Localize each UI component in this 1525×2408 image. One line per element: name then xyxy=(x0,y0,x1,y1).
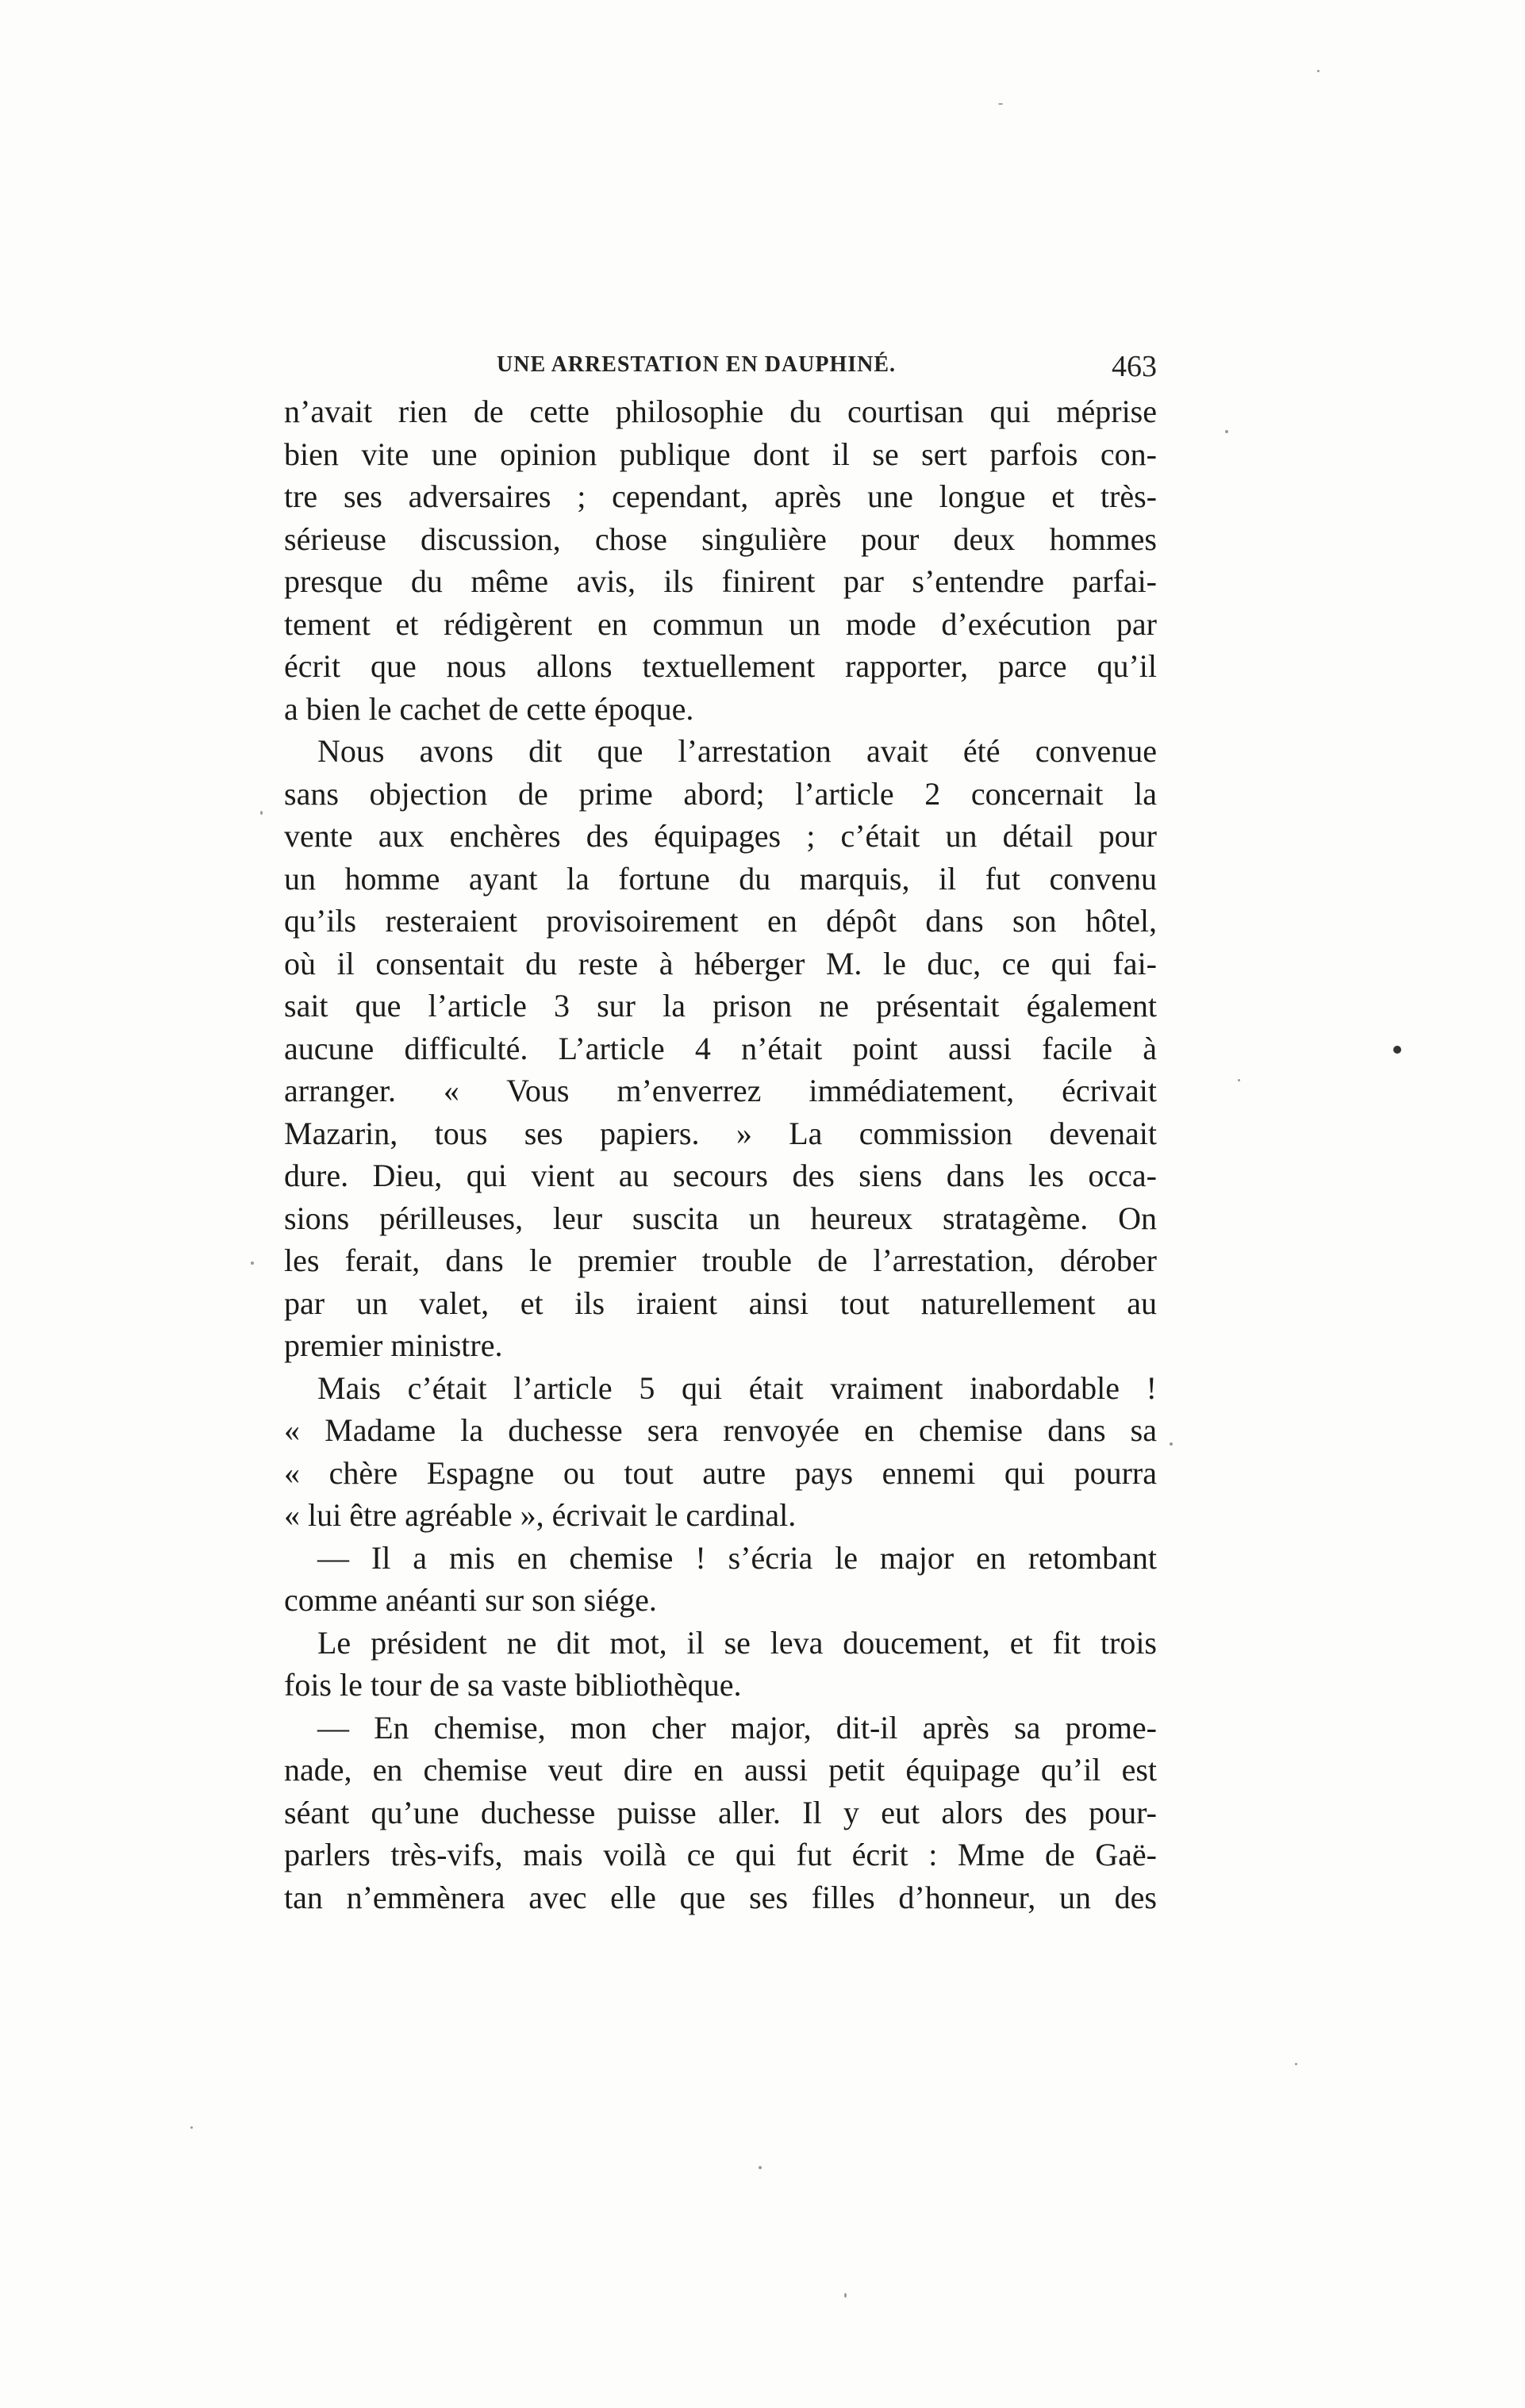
text-line: sérieuse discussion, chose singulière pour deux hommes xyxy=(284,520,1157,557)
paper-speck xyxy=(1170,1442,1173,1446)
text-line: sions périlleuses, leur suscita un heureux stratagème. On xyxy=(284,1200,1157,1236)
text-line: « Madame la duchesse sera renvoyée en chemise dans sa xyxy=(284,1412,1157,1448)
text-line: tement et rédigèrent en commun un mode d’exécution par xyxy=(284,605,1157,642)
text-line: par un valet, et ils iraient ainsi tout naturellement au xyxy=(284,1285,1157,1321)
text-line: fois le tour de sa vaste bibliothèque. xyxy=(284,1667,742,1703)
text-line: — Il a mis en chemise ! s’écria le major en retombant xyxy=(317,1539,1157,1576)
text-line: Nous avons dit que l’arrestation avait été convenue xyxy=(317,733,1157,769)
text-line: un homme ayant la fortune du marquis, il fut convenu xyxy=(284,860,1157,897)
text-line: Mais c’était l’article 5 qui était vraiment inabordable ! xyxy=(317,1369,1157,1406)
text-line: sans objection de prime abord; l’article 2 concernait la xyxy=(284,775,1157,812)
paper-speck xyxy=(1393,1046,1401,1054)
text-line: arranger. « Vous m’enverrez immédiatement, écrivait xyxy=(284,1073,1157,1108)
text-line: qu’ils resteraient provisoirement en dépôt dans son hôtel, xyxy=(284,903,1157,939)
running-title: UNE ARRESTATION EN DAUPHINÉ. xyxy=(497,352,897,377)
text-line: Mazarin, tous ses papiers. » La commission devenait xyxy=(284,1115,1157,1151)
paper-speck xyxy=(1238,1079,1240,1081)
paper-speck xyxy=(1225,430,1228,433)
paper-speck xyxy=(1317,70,1319,72)
text-line: dure. Dieu, qui vient au secours des siens dans les occa- xyxy=(284,1158,1157,1193)
text-line: « lui être agréable », écrivait le cardinal. xyxy=(284,1497,797,1533)
text-line: nade, en chemise veut dire en aussi petit équipage qu’il est xyxy=(284,1752,1157,1788)
paper-speck xyxy=(844,2293,847,2298)
text-line: Le président ne dit mot, il se leva doucement, et fit trois xyxy=(317,1624,1157,1661)
paper-speck xyxy=(260,811,263,815)
page-number: 463 xyxy=(1112,350,1157,383)
text-line: aucune difficulté. L’article 4 n’était point aussi facile à xyxy=(284,1030,1157,1066)
text-line: premier ministre. xyxy=(284,1327,503,1363)
text-line: presque du même avis, ils finirent par s’entendre parfai- xyxy=(284,563,1157,599)
text-line: séant qu’une duchesse puisse aller. Il y eut alors des pour- xyxy=(284,1794,1157,1830)
text-line: où il consentait du reste à héberger M. le duc, ce qui fai- xyxy=(284,945,1157,981)
text-line: écrit que nous allons textuellement rapporter, parce qu’il xyxy=(284,648,1157,684)
text-line: n’avait rien de cette philosophie du courtisan qui méprise xyxy=(284,394,1157,429)
running-head xyxy=(284,349,1157,386)
paper-speck xyxy=(190,2126,193,2129)
text-line: « chère Espagne ou tout autre pays ennemi qui pourra xyxy=(284,1454,1157,1491)
paper-speck xyxy=(759,2166,762,2169)
text-line: vente aux enchères des équipages ; c’était un détail pour xyxy=(284,818,1157,854)
paper-speck xyxy=(1295,2063,1297,2065)
text-line: tan n’emmènera avec elle que ses filles d’honneur, un des xyxy=(284,1879,1157,1915)
text-line: sait que l’article 3 sur la prison ne présentait également xyxy=(284,988,1157,1023)
text-line: a bien le cachet de cette époque. xyxy=(284,690,694,727)
text-line: parlers très-vifs, mais voilà ce qui fut écrit : Mme de Gaë- xyxy=(284,1837,1157,1872)
paper-speck xyxy=(998,103,1003,105)
text-line: bien vite une opinion publique dont il se sert parfois con- xyxy=(284,436,1157,472)
text-line: les ferait, dans le premier trouble de l’arrestation, dérober xyxy=(284,1242,1157,1278)
paper-speck xyxy=(251,1262,254,1265)
text-line: — En chemise, mon cher major, dit-il après sa prome- xyxy=(317,1709,1157,1746)
text-line: tre ses adversaires ; cependant, après une longue et très- xyxy=(284,478,1157,514)
text-line: comme anéanti sur son siége. xyxy=(284,1582,657,1618)
body-text xyxy=(284,390,1157,1918)
